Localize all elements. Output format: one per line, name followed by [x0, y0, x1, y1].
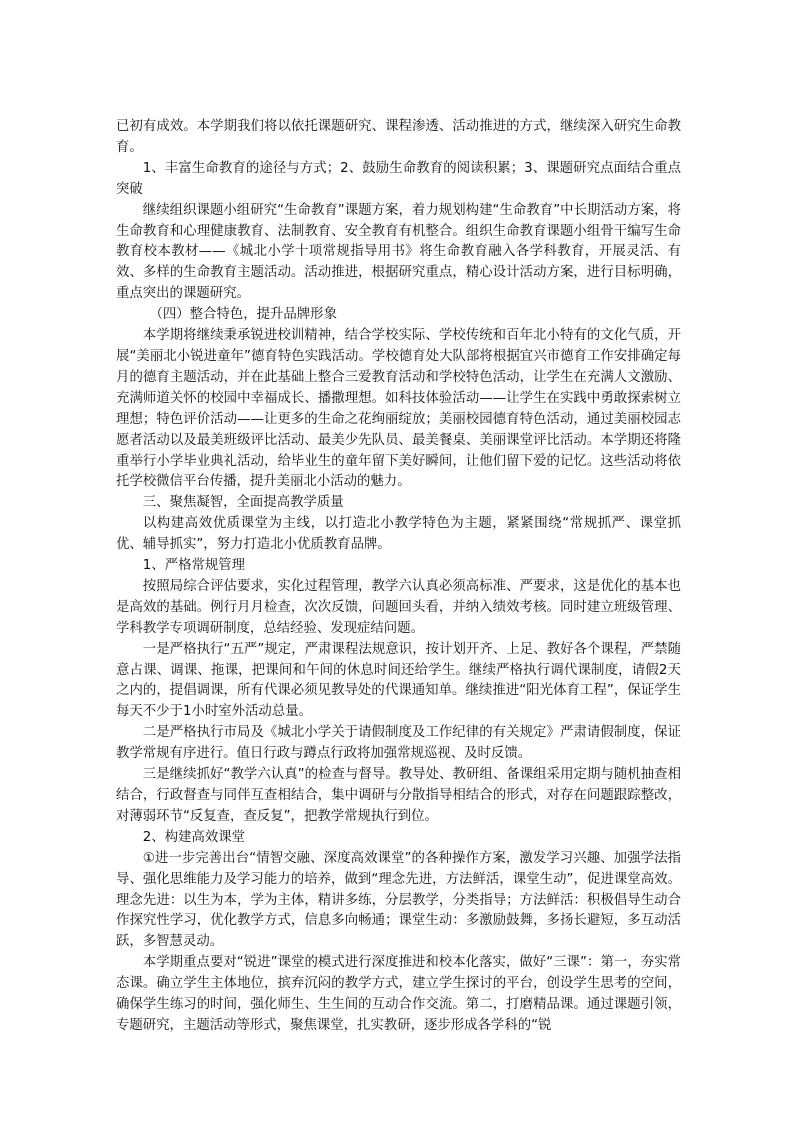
- paragraph: 一是严格执行“五严”规定，严肃课程法规意识，按计划开齐、上足、教好各个课程，严禁随意占课、调课、拖课，把课间和午间的休息时间还给学生。继续严格执行调代课制度，请假2天之内的，提倡调课，所有代课必须见教导处的代课通知单。继续推进“阳光体育工程”，保证学生每天不少于1小时室外活动总量。: [116, 641, 681, 720]
- paragraph: 三是继续抓好“教学六认真”的检查与督导。教导处、教研组、备课组采用定期与随机抽查相结合，行政督查与同伴互查相结合，集中调研与分散指导相结合的形式，对存在问题跟踪整改，对薄弱环节“反复查，查反复”，把教学常规执行到位。: [116, 767, 681, 824]
- section-heading: （四）整合特色，提升品牌形象: [149, 307, 337, 323]
- subsection-heading: 1、严格常规管理: [142, 558, 246, 574]
- paragraph: 二是严格执行市局及《城北小学关于请假制度及工作纪律的有关规定》严肃请假制度，保证教学常规有序进行。值日行政与蹲点行政将加强常规巡视、及时反馈。: [116, 725, 681, 762]
- section-heading: 三、聚焦凝智，全面提高教学质量: [142, 495, 344, 511]
- paragraph: 本学期将继续秉承锐进校训精神，结合学校实际、学校传统和百年北小特有的文化气质，开展“美丽北小锐进童年”德育特色实践活动。学校德育处大队部将根据宜兴市德育工作安排确定每月的德育主题活动，并在此基础上整合三爱教育活动和学校特色活动，让学生在充满人文激励、充满师道关怀的校园中幸福成长、播撒理想。如科技体验活动——让学生在实践中勇敢探索树立理想；特色评价活动——让更多的生命之花绚丽绽放；美丽校园德育特色活动，通过美丽校园志愿者活动以及最美班级评比活动、最美少先队员、最美餐桌、美丽课堂评比活动。本学期还将隆重举行小学毕业典礼活动，给毕业生的童年留下美好瞬间，让他们留下爱的记忆。这些活动将依托学校微信平台传播，提升美丽北小活动的魅力。: [116, 328, 681, 490]
- document-page: [116, 117, 681, 1037]
- paragraph: 以构建高效优质课堂为主线，以打造北小教学特色为主题，紧紧围绕“常规抓严、课堂抓优、辅导抓实”，努力打造北小优质教育品牌。: [116, 516, 681, 553]
- paragraph: 本学期重点要对“锐进”课堂的模式进行深度推进和校本化落实，做好“三课”：第一，夯实常态课。确立学生主体地位，摈弃沉闷的教学方式，建立学生探讨的平台，创设学生思考的空间，确保学生练习的时间，强化师生、生生间的互动合作交流。第二，打磨精品课。通过课题引领，专题研究，主题活动等形式，聚焦课堂，扎实教研，逐步形成各学科的“锐: [116, 955, 681, 1033]
- paragraph: 继续组织课题小组研究“生命教育”课题方案，着力规划构建“生命教育”中长期活动方案，将生命教育和心理健康教育、法制教育、安全教育有机整合。组织生命教育课题小组骨干编写生命教育校本教材——《城北小学十项常规指导用书》将生命教育融入各学科教育，开展灵活、有效、多样的生命教育主题活动。活动推进，根据研究重点，精心设计活动方案，进行目标明确，重点突出的课题研究。: [116, 202, 681, 302]
- paragraph: 已初有成效。本学期我们将以依托课题研究、课程渗透、活动推进的方式，继续深入研究生命教育。: [116, 119, 681, 155]
- paragraph: ①进一步完善出台“情智交融、深度高效课堂”的各种操作方案，激发学习兴趣、加强学法指导、强化思维能力及学习能力的培养，做到“理念先进，方法鲜活，课堂生动”，促进课堂高效。理念先进：以生为本，学为主体，精讲多练，分层教学，分类指导；方法鲜活：积极倡导生动合作探究性学习，优化教学方式，信息多向畅通；课堂生动：多激励鼓舞，多扬长避短，多互动活跃，多智慧灵动。: [116, 850, 681, 950]
- paragraph: 按照局综合评估要求，实化过程管理，教学六认真必须高标准、严要求，这是优化的基本也是高效的基础。例行月月检查，次次反馈，问题回头看，并纳入绩效考核。同时建立班级管理、学科教学专项调研制度，总结经验、发现症结问题。: [116, 578, 681, 636]
- subsection-heading: 2、构建高效课堂: [142, 829, 246, 845]
- paragraph: 1、丰富生命教育的途径与方式；2、鼓励生命教育的阅读积累；3、课题研究点面结合重点突破: [116, 160, 681, 197]
